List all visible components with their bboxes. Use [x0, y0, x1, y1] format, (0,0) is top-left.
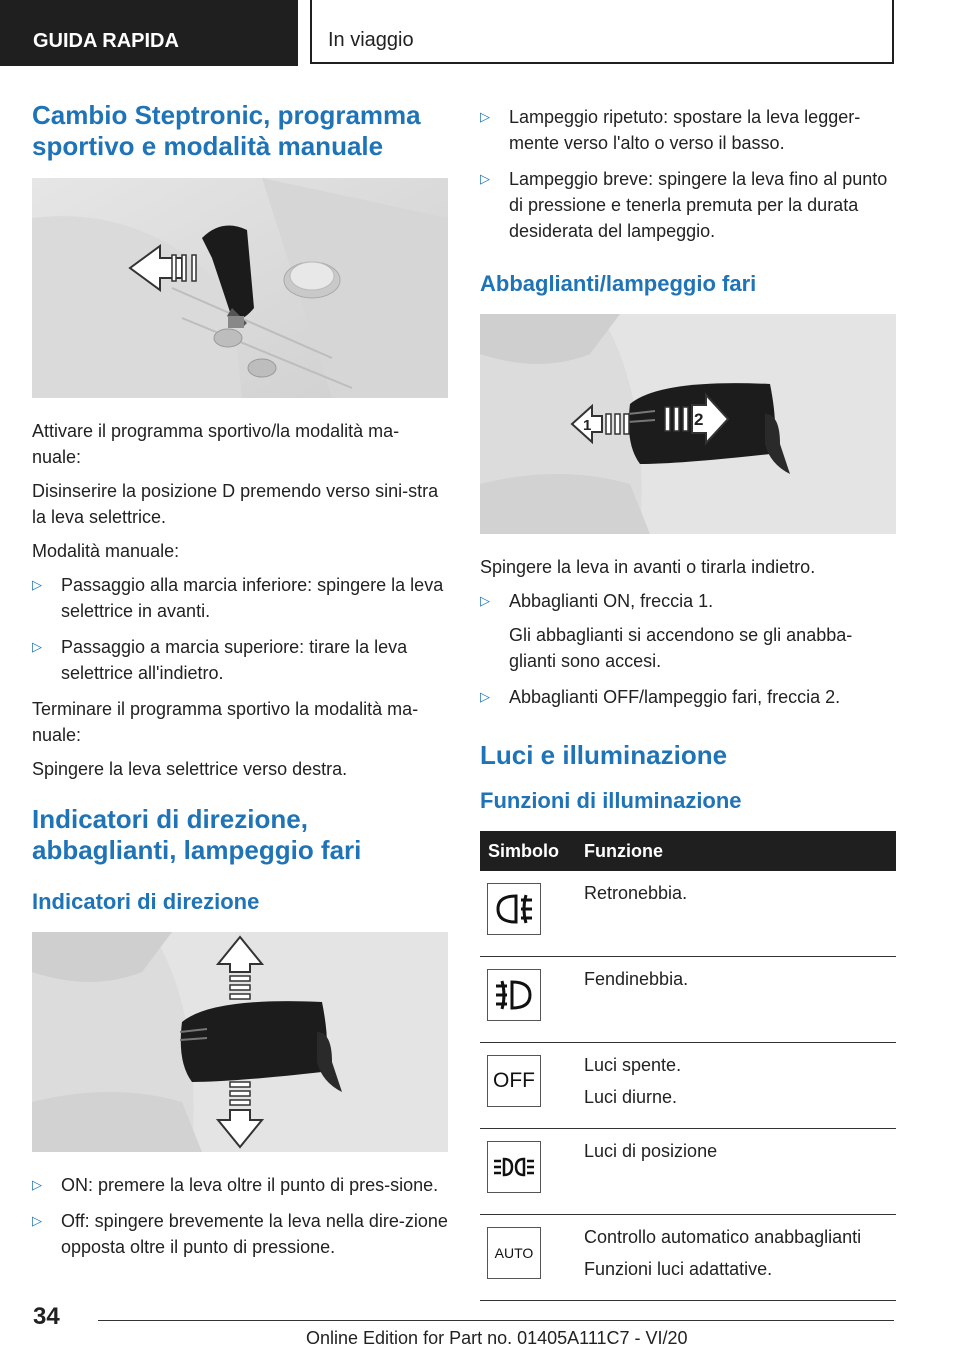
column-header-symbol: Simbolo: [480, 831, 576, 871]
heading-indicators: Indicatori di direzione, abbaglianti, lampeggio fari: [32, 804, 362, 865]
list-item: ▷ ON: premere la leva oltre il punto di pres-sione.: [32, 1172, 448, 1198]
triangle-bullet-icon: ▷: [32, 1213, 42, 1228]
high-beam-list: [480, 588, 896, 710]
subheading-high-beam: Abbaglianti/lampeggio fari: [480, 271, 757, 296]
function-text: Fendinebbia.: [584, 969, 689, 989]
paragraph-push-pull: Spingere la leva in avanti o tirarla indietro.: [480, 557, 816, 577]
function-text: Retronebbia.: [584, 883, 688, 903]
table-row: [480, 871, 896, 957]
auto-lights-icon: [487, 1227, 541, 1279]
list-item: ▷ Passaggio a marcia superiore: tirare la leva selettrice all'indietro.: [32, 634, 448, 686]
right-column: [480, 104, 896, 1301]
triangle-bullet-icon: ▷: [480, 593, 490, 608]
subheading-light-functions: Funzioni di illuminazione: [480, 788, 742, 813]
table-row: [480, 1129, 896, 1215]
paragraph-activate-sport: Attivare il programma sportivo/la modalità ma-nuale:: [32, 421, 400, 467]
triangle-bullet-icon: ▷: [32, 1177, 42, 1192]
front-fog-light-icon: [487, 969, 541, 1021]
paragraph-manual-mode: Modalità manuale:: [32, 541, 180, 561]
arrow-label-1: 1: [583, 417, 592, 434]
lights-off-icon: [487, 1055, 541, 1107]
page-footer: [0, 1290, 960, 1362]
list-item-note: Gli abbaglianti si accendono se gli anabba-glianti sono accesi.: [509, 625, 853, 671]
triangle-bullet-icon: ▷: [480, 171, 490, 186]
list-item: ▷ Off: spingere brevemente la leva nella dire-zione opposta oltre il punto di pressione.: [32, 1208, 448, 1260]
rear-fog-light-icon: [487, 883, 541, 935]
table-row: [480, 1215, 896, 1301]
flash-list: [480, 104, 896, 244]
arrow-label-2: 2: [694, 410, 704, 429]
edition-text: Online Edition for Part no. 01405A111C7 - VI/20: [306, 1328, 688, 1348]
indicator-list: [32, 1172, 448, 1260]
list-item: ▷ Lampeggio breve: spingere la leva fino al punto di pressione e tenerla premuta per la durata desiderata del lampeggio.: [480, 166, 896, 244]
paragraph-push-right: Spingere la leva selettrice verso destra.: [32, 759, 348, 779]
table-header-row: [480, 831, 896, 871]
function-text: Luci di posizione: [584, 1141, 718, 1161]
function-text: Luci diurne.: [584, 1087, 678, 1107]
triangle-bullet-icon: ▷: [32, 639, 42, 654]
page-number: 34: [33, 1303, 60, 1330]
gear-selector-figure: [32, 178, 448, 398]
table-row: [480, 1043, 896, 1129]
triangle-bullet-icon: ▷: [480, 109, 490, 124]
function-text: Controllo automatico anabbaglianti: [584, 1227, 862, 1247]
left-column: [32, 100, 448, 1270]
table-row: [480, 957, 896, 1043]
lights-off-label: OFF: [493, 1069, 535, 1092]
header-chapter-title: In viaggio: [310, 0, 894, 64]
function-text: Luci spente.: [584, 1055, 682, 1075]
paragraph-disengage-d: Disinserire la posizione D premendo verso sini-stra la leva selettrice.: [32, 481, 439, 527]
list-item: ▷ Lampeggio ripetuto: spostare la leva legger-mente verso l'alto o verso il basso.: [480, 104, 896, 156]
list-item: ▷ Abbaglianti OFF/lampeggio fari, freccia 2.: [480, 684, 896, 710]
triangle-bullet-icon: ▷: [32, 577, 42, 592]
list-item: ▷ Passaggio alla marcia inferiore: spingere la leva selettrice in avanti.: [32, 572, 448, 624]
column-header-function: Funzione: [576, 831, 896, 871]
function-text: Funzioni luci adattative.: [584, 1259, 773, 1279]
triangle-bullet-icon: ▷: [480, 689, 490, 704]
subheading-indicators: Indicatori di direzione: [32, 889, 260, 914]
light-functions-table: [480, 831, 896, 1301]
list-item: ▷ Abbaglianti ON, freccia 1. Gli abbaglianti si accendono se gli anabba-glianti sono accesi.: [480, 588, 896, 674]
manual-mode-list: [32, 572, 448, 686]
auto-lights-label: AUTO: [494, 1245, 534, 1261]
high-beam-figure: [480, 314, 896, 534]
page-header: [0, 0, 960, 66]
footer-divider: [98, 1320, 894, 1321]
heading-lights: Luci e illuminazione: [480, 740, 728, 770]
paragraph-end-sport: Terminare il programma sportivo la modalità ma-nuale:: [32, 699, 419, 745]
heading-steptronic: Cambio Steptronic, programma sportivo e modalità manuale: [32, 100, 421, 161]
header-section-tab: GUIDA RAPIDA: [0, 0, 298, 66]
parking-lights-icon: [487, 1141, 541, 1193]
turn-signal-figure: [32, 932, 448, 1152]
